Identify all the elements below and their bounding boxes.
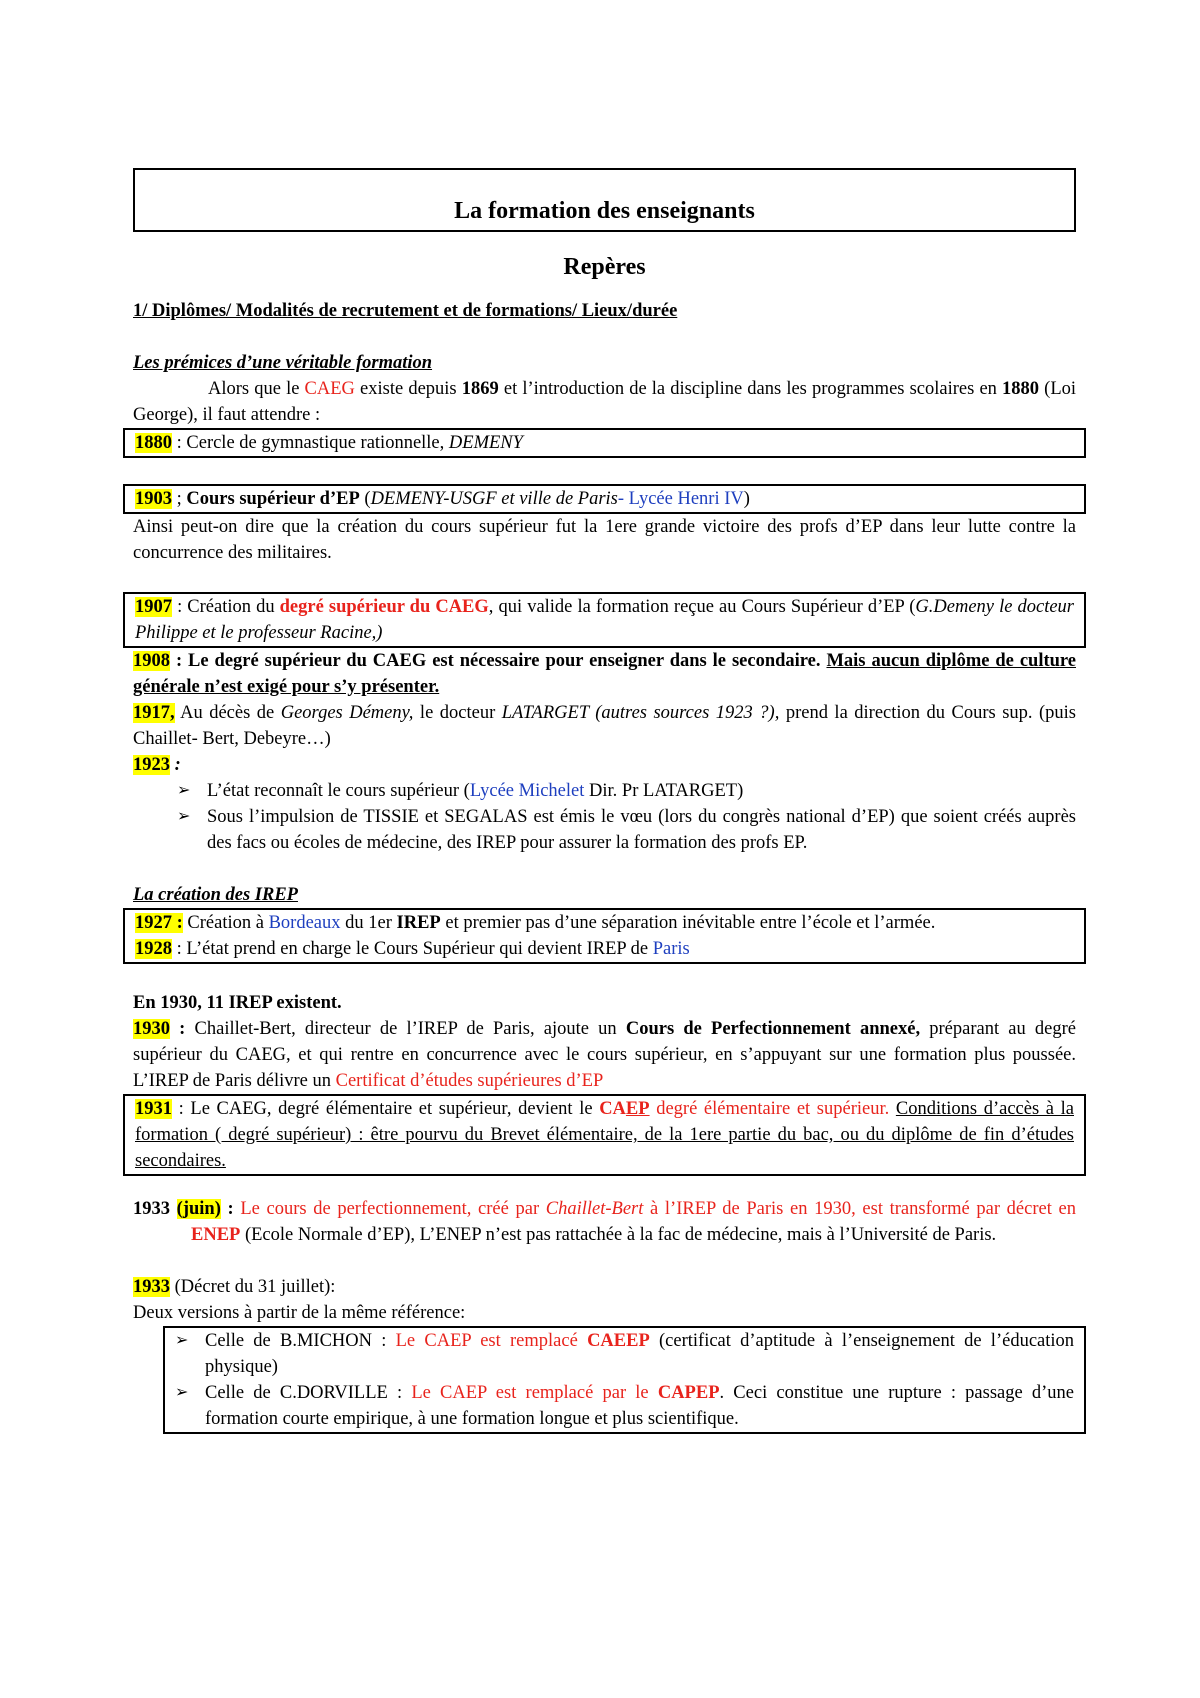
- section-1-title: 1/ Diplômes/ Modalités de recrutement et de formations/ Lieux/durée: [133, 301, 678, 321]
- year-1927: 1927 :: [135, 913, 183, 933]
- list-1923: [133, 778, 1076, 856]
- entry-1923: 1923 :: [133, 755, 181, 775]
- entry-1903: 1903 ; Cours supérieur d’EP (DEMENY-USGF et ville de Paris- Lycée Henri IV): [135, 489, 750, 509]
- title-box: [133, 168, 1076, 232]
- box-1927-1928: [123, 908, 1086, 964]
- arrow-bullet-icon: ➢: [175, 1332, 189, 1349]
- versions-intro: Deux versions à partir de la même référence:: [133, 1303, 466, 1323]
- entry-1927: 1927 : Création à Bordeaux du 1er IREP et premier pas d’une séparation inévitable entre l’école et l’armée.: [135, 913, 936, 933]
- arrow-bullet-icon: ➢: [175, 1384, 189, 1401]
- year-1933: 1933: [133, 1199, 170, 1219]
- year-1928: 1928: [135, 939, 172, 959]
- list-1933: [175, 1328, 1074, 1432]
- premices-paragraph: Alors que le CAEG existe depuis 1869 et l’introduction de la discipline dans les programmes scolaires en 1880 (Loi George), il faut attendre :: [133, 379, 1077, 425]
- entry-1917: 1917, Au décès de Georges Démeny, le docteur LATARGET (autres sources 1923 ?), prend la direction du Cours sup. (puis Chaillet- Bert, Debeyre…): [133, 703, 1077, 749]
- arrow-bullet-icon: ➢: [177, 782, 191, 799]
- list-item: ➢ Celle de B.MICHON : Le CAEP est remplacé CAEEP (certificat d’aptitude à l’enseignement de l’éducation physique): [175, 1328, 1074, 1380]
- entry-1930: 1930 : Chaillet-Bert, directeur de l’IREP de Paris, ajoute un Cours de Perfectionnement annexé, préparant au degré supérieur du CAEG, et qui rentre en concurrence avec le cours supérieur, en s’appuyant sur une formation plus poussée. L’IREP de Paris délivre un Certificat d’études supérieures d’EP: [133, 1019, 1077, 1091]
- entry-1880: 1880 : Cercle de gymnastique rationnelle, DEMENY: [135, 433, 523, 453]
- entry-1928: 1928 : L’état prend en charge le Cours Supérieur qui devient IREP de Paris: [135, 939, 690, 959]
- year-1917: 1917,: [133, 703, 175, 723]
- document-page: [133, 168, 1076, 1434]
- box-1933-versions: [163, 1326, 1086, 1434]
- year-1907: 1907: [135, 597, 172, 617]
- list-item: ➢ Sous l’impulsion de TISSIE et SEGALAS est émis le vœu (lors du congrès national d’EP) que soient créés auprès des facs ou écoles de médecine, des IREP pour assurer la formation des profs EP.: [177, 804, 1076, 856]
- premices-heading: Les prémices d’une véritable formation: [133, 353, 433, 373]
- year-1930: 1930: [133, 1019, 170, 1039]
- year-1923: 1923: [133, 755, 170, 775]
- irep-count-1930: En 1930, 11 IREP existent.: [133, 993, 342, 1013]
- entry-1907: 1907 : Création du degré supérieur du CAEG, qui valide la formation reçue au Cours Supérieur d’EP (G.Demeny le docteur Philippe et le professeur Racine,): [135, 597, 1075, 643]
- irep-heading: La création des IREP: [133, 885, 298, 905]
- subtitle: Repères: [563, 254, 646, 280]
- entry-1908: 1908 : Le degré supérieur du CAEG est nécessaire pour enseigner dans le secondaire. Mais aucun diplôme de culture générale n’est exigé pour s’y présenter.: [133, 651, 1076, 697]
- year-1931: 1931: [135, 1099, 172, 1119]
- year-1908: 1908: [133, 651, 170, 671]
- box-1931: [123, 1094, 1086, 1176]
- list-item: ➢ Celle de C.DORVILLE : Le CAEP est remplacé par le CAPEP. Ceci constitue une rupture : passage d’une formation courte empirique, à une formation longue et plus scientifique.: [175, 1380, 1074, 1432]
- box-1903: [123, 484, 1086, 514]
- entry-1933-decret: 1933 (Décret du 31 juillet):: [133, 1277, 336, 1297]
- year-1933b: 1933: [133, 1277, 170, 1297]
- year-1880: 1880: [135, 433, 172, 453]
- entry-1931: 1931 : Le CAEG, degré élémentaire et supérieur, devient le CAEP degré élémentaire et supérieur. Conditions d’accès à la formation ( degré supérieur) : être pourvu du Brevet élémentaire, de la 1ere partie du bac, ou du diplôme de fin d’études secondaires.: [135, 1099, 1074, 1171]
- arrow-bullet-icon: ➢: [177, 808, 191, 825]
- paragraph-1903: Ainsi peut-on dire que la création du cours supérieur fut la 1ere grande victoire des profs d’EP dans leur lutte contre la concurrence des militaires.: [133, 517, 1076, 563]
- year-1903: 1903: [135, 489, 172, 509]
- box-1907: [123, 592, 1086, 648]
- entry-1933-juin: 1933 (juin) : Le cours de perfectionnement, créé par Chaillet-Bert à l’IREP de Paris en 1930, est transformé par décret en ENEP (Ecole Normale d’EP), L’ENEP n’est pas rattachée à la fac de médecine, mais à l’Université de Paris.: [133, 1199, 1076, 1245]
- box-1880: [123, 428, 1086, 458]
- page-title: La formation des enseignants: [454, 198, 755, 224]
- list-item: ➢ L’état reconnaît le cours supérieur (Lycée Michelet Dir. Pr LATARGET): [177, 778, 1076, 804]
